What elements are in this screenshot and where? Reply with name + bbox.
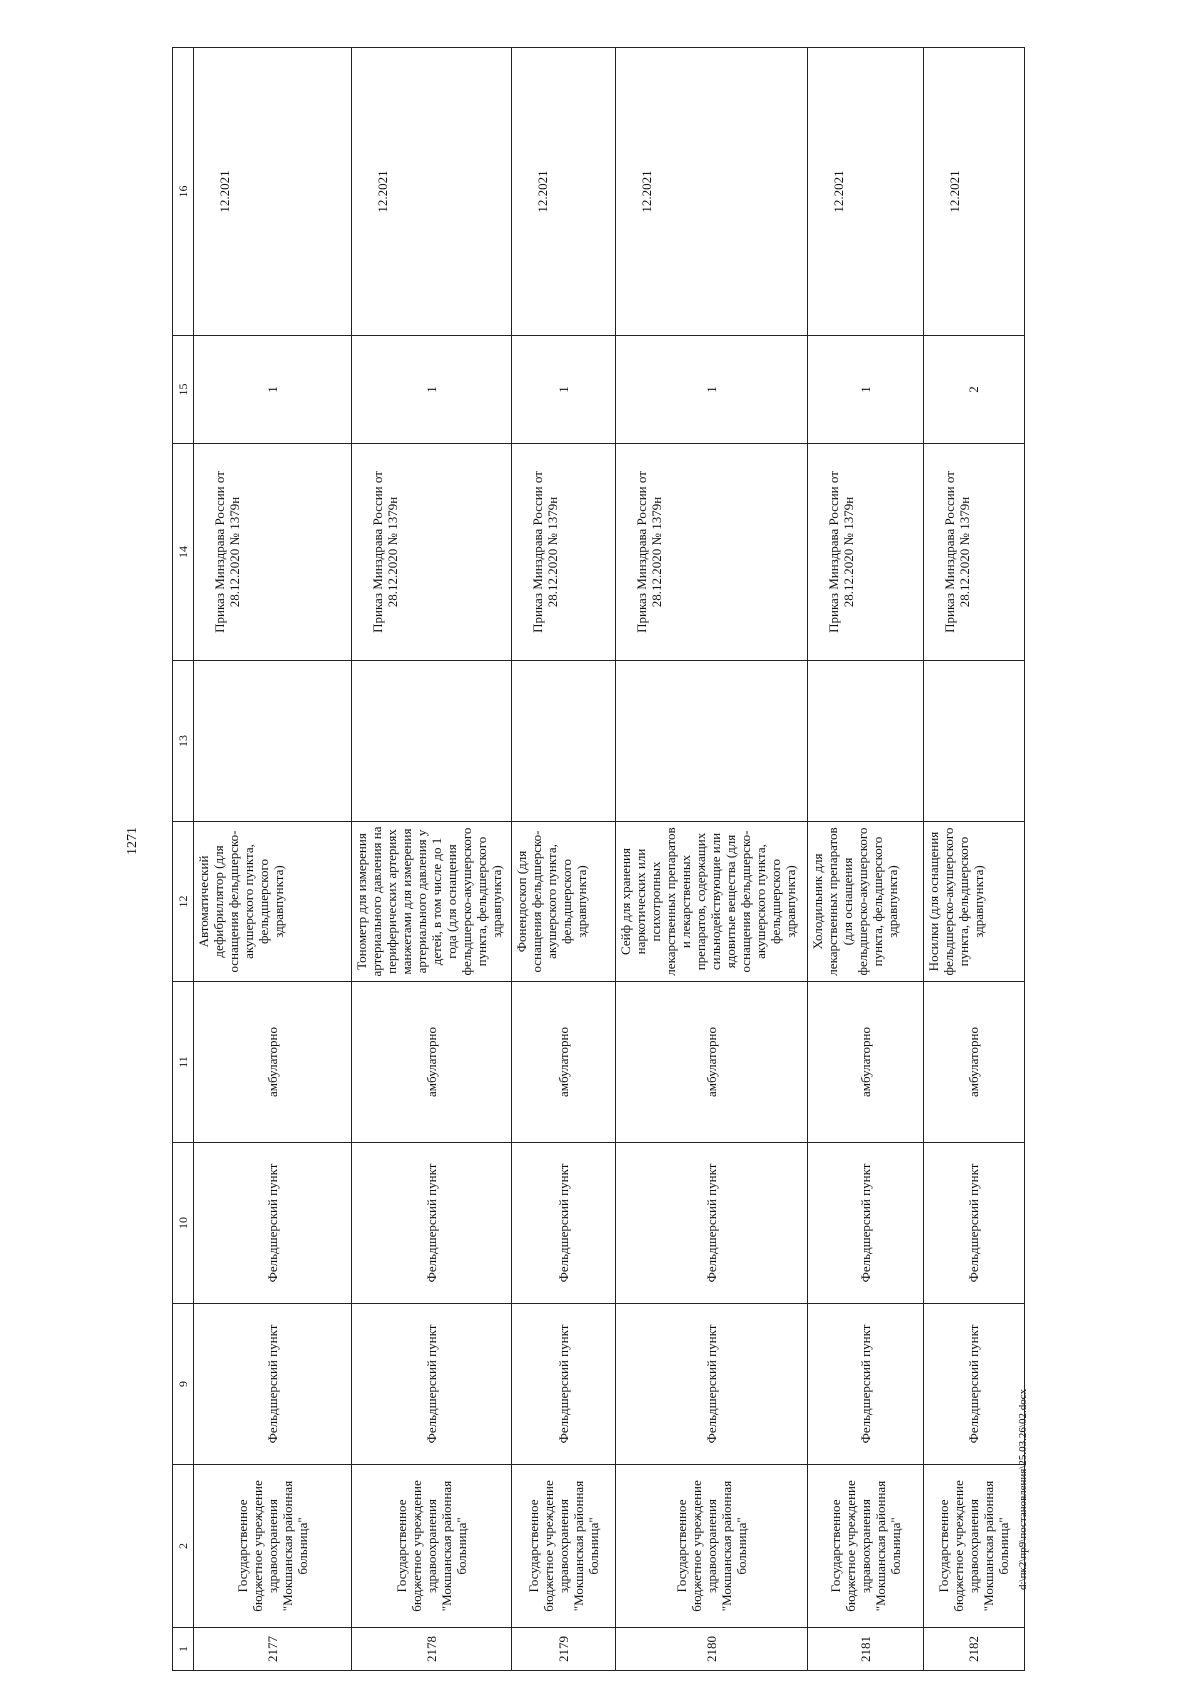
quantity-cell: 2: [923, 336, 1024, 444]
standard-cell: Приказ Минздрава России от 28.12.2020 № 1379н: [511, 444, 616, 661]
column-13-cell: [616, 661, 807, 822]
header-cell: 12: [173, 822, 194, 982]
unit-type-cell: Фельдшерский пункт: [807, 1143, 923, 1304]
row-number: 2182: [923, 1628, 1024, 1671]
date-cell: 12.2021: [193, 48, 351, 336]
care-conditions-cell: амбулаторно: [616, 982, 807, 1143]
column-13-cell: [807, 661, 923, 822]
header-cell: 10: [173, 1143, 194, 1304]
header-cell: 11: [173, 982, 194, 1143]
quantity-cell: 1: [807, 336, 923, 444]
unit-name-cell: Фельдшерский пункт: [511, 1304, 616, 1465]
organization-cell: Государственное бюджетное учреждение здравоохранения "Мокшанская районная больница": [807, 1465, 923, 1628]
equipment-cell: Сейф для хранения наркотических или психотропных лекарственных препаратов и лекарственных препаратов, содержащих сильнодействующие или ядовитые вещества (для оснащения фельдшерско-акушерского пункта, фельдшерского здравпункта): [616, 822, 807, 982]
table-row: [511, 48, 616, 1671]
table-row: [807, 48, 923, 1671]
row-number: 2181: [807, 1628, 923, 1671]
unit-name-cell: Фельдшерский пункт: [923, 1304, 1024, 1465]
care-conditions-cell: амбулаторно: [923, 982, 1024, 1143]
header-cell: 2: [173, 1465, 194, 1628]
table-row: [351, 48, 511, 1671]
row-number: 2177: [193, 1628, 351, 1671]
rotated-table-wrapper: [172, 48, 1025, 1671]
organization-cell: Государственное бюджетное учреждение здравоохранения "Мокшанская районная больница": [511, 1465, 616, 1628]
organization-cell: Государственное бюджетное учреждение здравоохранения "Мокшанская районная больница": [923, 1465, 1024, 1628]
date-cell: 12.2021: [923, 48, 1024, 336]
unit-name-cell: Фельдшерский пункт: [351, 1304, 511, 1465]
care-conditions-cell: амбулаторно: [807, 982, 923, 1143]
row-number: 2178: [351, 1628, 511, 1671]
column-13-cell: [351, 661, 511, 822]
organization-cell: Государственное бюджетное учреждение здравоохранения "Мокшанская районная больница": [351, 1465, 511, 1628]
organization-cell: Государственное бюджетное учреждение здравоохранения "Мокшанская районная больница": [193, 1465, 351, 1628]
file-path: d:\пк2\пр9\постановления\25.03.26\02.docx: [1017, 1388, 1029, 1590]
column-13-cell: [511, 661, 616, 822]
header-cell: 13: [173, 661, 194, 822]
quantity-cell: 1: [351, 336, 511, 444]
equipment-cell: Фонендоскоп (для оснащения фельдшерско-акушерского пункта, фельдшерского здравпункта): [511, 822, 616, 982]
unit-name-cell: Фельдшерский пункт: [616, 1304, 807, 1465]
organization-cell: Государственное бюджетное учреждение здравоохранения "Мокшанская районная больница": [616, 1465, 807, 1628]
column-13-cell: [923, 661, 1024, 822]
standard-cell: Приказ Минздрава России от 28.12.2020 № 1379н: [616, 444, 807, 661]
care-conditions-cell: амбулаторно: [193, 982, 351, 1143]
unit-name-cell: Фельдшерский пункт: [807, 1304, 923, 1465]
quantity-cell: 1: [193, 336, 351, 444]
header-cell: 16: [173, 48, 194, 336]
date-cell: 12.2021: [616, 48, 807, 336]
unit-type-cell: Фельдшерский пункт: [923, 1143, 1024, 1304]
header-cell: 9: [173, 1304, 194, 1465]
table-row: [193, 48, 351, 1671]
standard-cell: Приказ Минздрава России от 28.12.2020 № 1379н: [807, 444, 923, 661]
row-number: 2180: [616, 1628, 807, 1671]
equipment-cell: Носилки (для оснащения фельдшерско-акушерского пункта, фельдшерского здравпункта): [923, 822, 1024, 982]
equipment-table: [172, 47, 1025, 1671]
date-cell: 12.2021: [351, 48, 511, 336]
unit-type-cell: Фельдшерский пункт: [616, 1143, 807, 1304]
unit-name-cell: Фельдшерский пункт: [193, 1304, 351, 1465]
header-cell: 15: [173, 336, 194, 444]
date-cell: 12.2021: [511, 48, 616, 336]
date-cell: 12.2021: [807, 48, 923, 336]
unit-type-cell: Фельдшерский пункт: [511, 1143, 616, 1304]
equipment-cell: Холодильник для лекарственных препаратов (для оснащения фельдшерско-акушерского пункта, фельдшерского здравпункта): [807, 822, 923, 982]
column-13-cell: [193, 661, 351, 822]
header-row: [173, 48, 194, 1671]
row-number: 2179: [511, 1628, 616, 1671]
standard-cell: Приказ Минздрава России от 28.12.2020 № 1379н: [923, 444, 1024, 661]
unit-type-cell: Фельдшерский пункт: [193, 1143, 351, 1304]
standard-cell: Приказ Минздрава России от 28.12.2020 № 1379н: [351, 444, 511, 661]
quantity-cell: 1: [616, 336, 807, 444]
standard-cell: Приказ Минздрава России от 28.12.2020 № 1379н: [193, 444, 351, 661]
unit-type-cell: Фельдшерский пункт: [351, 1143, 511, 1304]
equipment-cell: Автоматический дефибриллятор (для оснащения фельдшерско-акушерского пункта, фельдшерского здравпункта): [193, 822, 351, 982]
care-conditions-cell: амбулаторно: [511, 982, 616, 1143]
table-row: [923, 48, 1024, 1671]
page-number: 1271: [125, 827, 140, 855]
quantity-cell: 1: [511, 336, 616, 444]
care-conditions-cell: амбулаторно: [351, 982, 511, 1143]
header-cell: 1: [173, 1628, 194, 1671]
equipment-cell: Тонометр для измерения артериального давления на периферических артериях манжетами для измерения артериального давления у детей, в том числе до 1 года (для оснащения фельдшерско-акушерского пункта, фельдшерского здравпункта): [351, 822, 511, 982]
header-cell: 14: [173, 444, 194, 661]
table-row: [616, 48, 807, 1671]
